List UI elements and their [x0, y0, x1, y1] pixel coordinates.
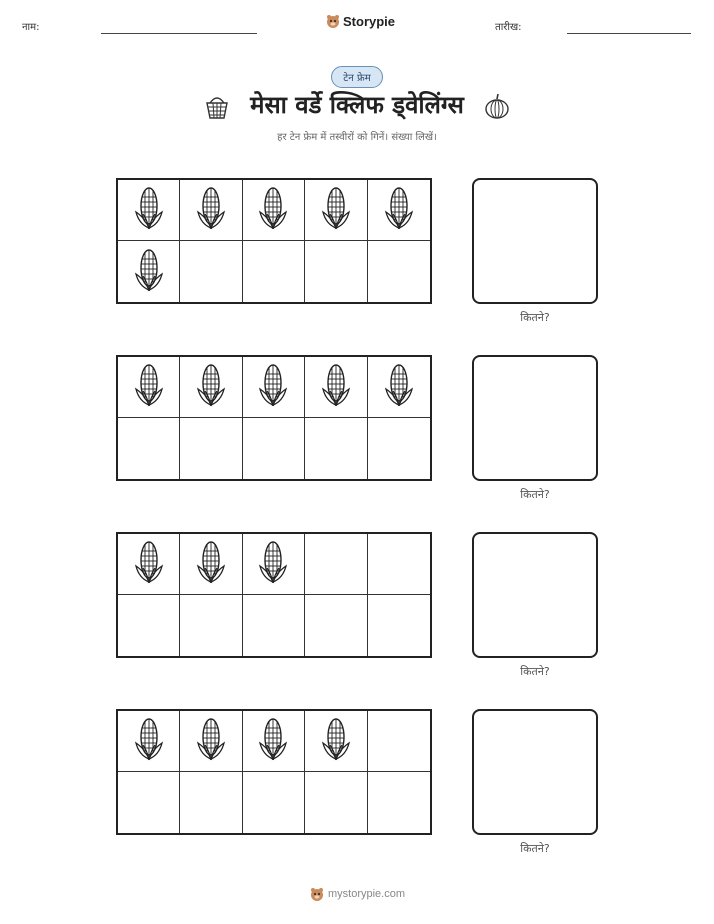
corn-icon: [133, 538, 165, 590]
frame-cell: [305, 595, 367, 656]
ten-frame-1: [116, 178, 432, 304]
corn-icon: [195, 361, 227, 413]
frame-cell: [118, 241, 180, 302]
corn-icon: [195, 184, 227, 236]
frame-cell: [118, 534, 180, 595]
corn-icon: [320, 184, 352, 236]
corn-icon: [133, 715, 165, 767]
corn-icon: [257, 361, 289, 413]
frame-cell: [180, 711, 242, 772]
name-field[interactable]: [101, 33, 257, 34]
brand-name: Storypie: [343, 13, 396, 29]
pumpkin-icon: [484, 92, 510, 120]
storypie-mascot-icon: [310, 886, 324, 902]
frame-cell: [368, 534, 430, 595]
footer-url[interactable]: mystorypie.com: [328, 888, 406, 900]
corn-icon: [133, 361, 165, 413]
corn-icon: [133, 184, 165, 236]
topic-badge: टेन फ्रेम: [331, 66, 383, 88]
answer-box-3[interactable]: [472, 532, 598, 658]
frame-cell: [368, 357, 430, 418]
frame-cell: [305, 534, 367, 595]
frame-cell: [243, 711, 305, 772]
corn-icon: [320, 715, 352, 767]
answer-box-4[interactable]: [472, 709, 598, 835]
frame-cell: [118, 772, 180, 833]
corn-icon: [257, 184, 289, 236]
corn-icon: [383, 184, 415, 236]
name-label: नाम:: [22, 22, 40, 33]
corn-icon: [195, 538, 227, 590]
frame-cell: [368, 595, 430, 656]
frame-cell: [180, 180, 242, 241]
frame-cell: [243, 357, 305, 418]
frame-cell: [118, 711, 180, 772]
frame-cell: [118, 595, 180, 656]
frame-cell: [180, 241, 242, 302]
instructions: हर टेन फ्रेम में तस्वीरों को गिनें। संख्या लिखें।: [277, 132, 437, 143]
frame-cell: [180, 534, 242, 595]
frame-cell: [243, 772, 305, 833]
frame-cell: [180, 595, 242, 656]
ten-frame-4: [116, 709, 432, 835]
answer-label-2: कितने?: [520, 488, 550, 501]
frame-cell: [180, 772, 242, 833]
date-label: तारीख:: [495, 22, 522, 33]
answer-label-1: कितने?: [520, 311, 550, 324]
corn-icon: [257, 538, 289, 590]
corn-icon: [195, 715, 227, 767]
frame-cell: [368, 772, 430, 833]
worksheet-title: मेसा वर्डे क्लिफ ड्वेलिंग्स: [250, 91, 464, 119]
corn-icon: [257, 715, 289, 767]
frame-cell: [305, 772, 367, 833]
frame-cell: [180, 357, 242, 418]
frame-cell: [368, 180, 430, 241]
ten-frame-2: [116, 355, 432, 481]
frame-cell: [243, 595, 305, 656]
frame-cell: [305, 418, 367, 479]
frame-cell: [243, 418, 305, 479]
corn-icon: [383, 361, 415, 413]
footer: [310, 886, 405, 902]
storypie-mascot-icon: [326, 13, 340, 29]
answer-box-2[interactable]: [472, 355, 598, 481]
frame-cell: [368, 711, 430, 772]
frame-cell: [118, 418, 180, 479]
frame-cell: [305, 180, 367, 241]
answer-box-1[interactable]: [472, 178, 598, 304]
frame-cell: [243, 241, 305, 302]
frame-cell: [243, 180, 305, 241]
corn-icon: [133, 246, 165, 298]
frame-cell: [118, 357, 180, 418]
frame-cell: [305, 241, 367, 302]
date-field[interactable]: [567, 33, 691, 34]
corn-icon: [320, 361, 352, 413]
ten-frame-3: [116, 532, 432, 658]
brand-logo: [326, 13, 395, 29]
frame-cell: [118, 180, 180, 241]
answer-label-4: कितने?: [520, 842, 550, 855]
frame-cell: [368, 418, 430, 479]
frame-cell: [305, 357, 367, 418]
frame-cell: [305, 711, 367, 772]
frame-cell: [368, 241, 430, 302]
frame-cell: [180, 418, 242, 479]
answer-label-3: कितने?: [520, 665, 550, 678]
frame-cell: [243, 534, 305, 595]
